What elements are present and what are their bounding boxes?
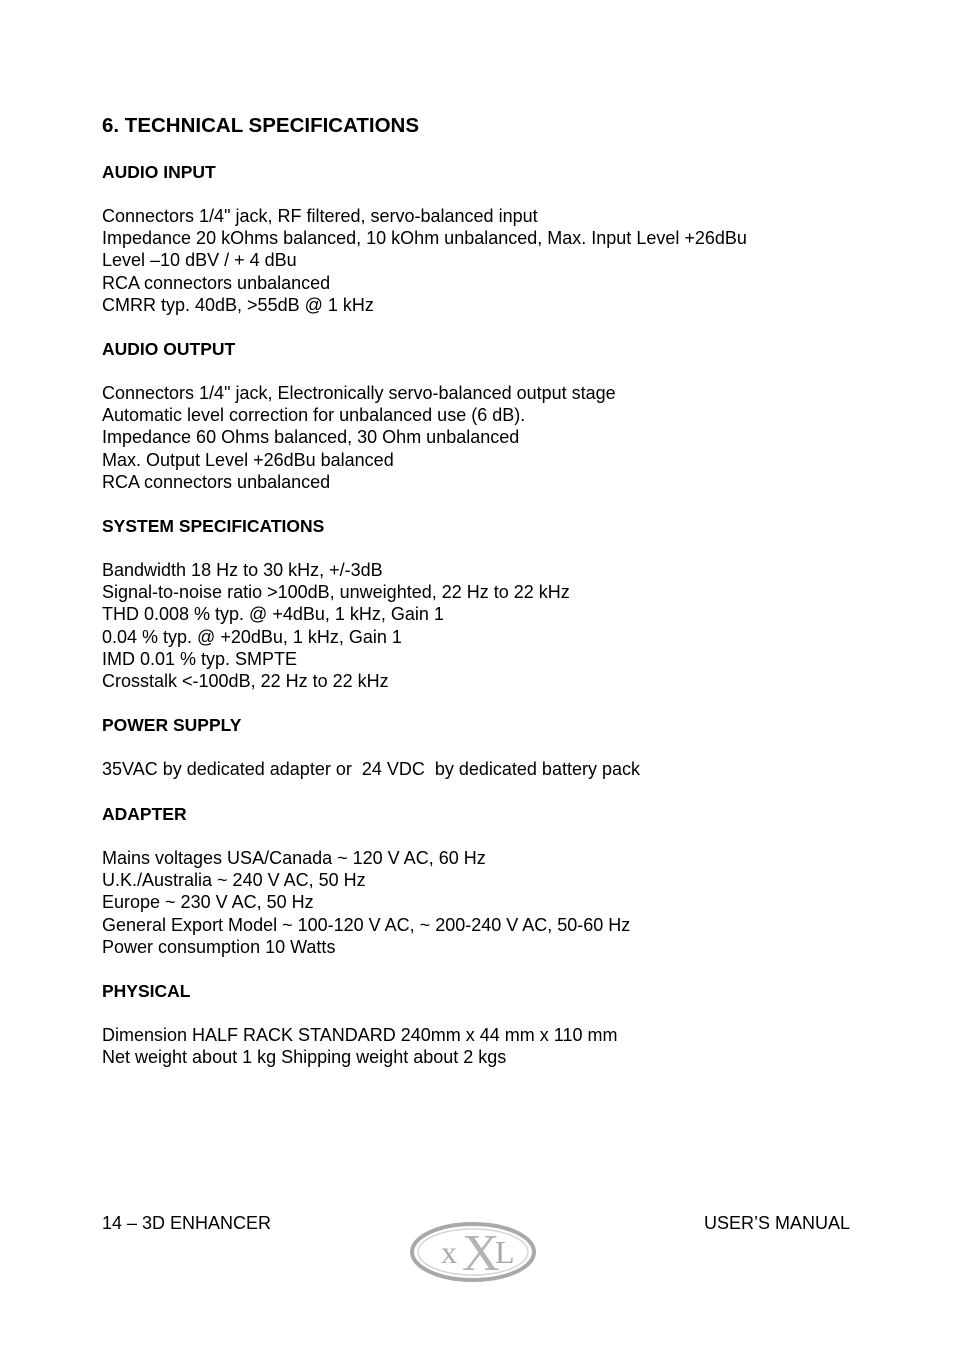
spec-list [102, 758, 862, 780]
spec-line: 0.04 % typ. @ +20dBu, 1 kHz, Gain 1 [102, 626, 402, 647]
spec-line: Dimension HALF RACK STANDARD 240mm x 44 mm x 110 mm [102, 1025, 618, 1045]
footer-manual-label: USER’S MANUAL [703, 1213, 850, 1233]
spec-line: Bandwidth 18 Hz to 30 kHz, +/-3dB [102, 560, 383, 580]
spec-line: Mains voltages USA/Canada ~ 120 V AC, 60 Hz [102, 848, 486, 868]
spec-list [102, 1024, 862, 1068]
section-heading: POWER SUPPLY [102, 715, 242, 735]
spec-line: CMRR typ. 40dB, >55dB @ 1 kHz [102, 294, 374, 315]
spec-line: Connectors 1/4" jack, Electronically servo-balanced output stage [102, 383, 616, 403]
spec-line: General Export Model ~ 100-120 V AC, ~ 200-240 V AC, 50-60 Hz [102, 914, 631, 935]
spec-line: THD 0.008 % typ. @ +4dBu, 1 kHz, Gain 1 [102, 604, 444, 625]
spec-line: IMD 0.01 % typ. SMPTE [102, 648, 298, 669]
svg-text:L: L [495, 1234, 515, 1270]
spec-line: Europe ~ 230 V AC, 50 Hz [102, 892, 314, 913]
spec-line: Connectors 1/4" jack, RF filtered, servo-balanced input [102, 206, 538, 226]
section-heading: PHYSICAL [102, 981, 191, 1001]
section-power-supply [102, 714, 862, 780]
svg-text:x: x [441, 1234, 457, 1270]
spec-line: Crosstalk <-100dB, 22 Hz to 22 kHz [102, 671, 389, 692]
section-physical [102, 980, 862, 1068]
svg-text:X: X [462, 1225, 500, 1282]
spec-line: Power consumption 10 Watts [102, 936, 336, 957]
spec-list [102, 847, 862, 958]
spec-list [102, 205, 862, 316]
section-audio-input [102, 161, 862, 316]
section-heading: AUDIO INPUT [102, 162, 216, 182]
spec-line: RCA connectors unbalanced [102, 471, 331, 492]
spec-list [102, 559, 862, 692]
xxl-logo-icon [408, 1218, 538, 1284]
spec-line: Impedance 60 Ohms balanced, 30 Ohm unbalanced [102, 427, 520, 448]
spec-line: Max. Output Level +26dBu balanced [102, 449, 394, 470]
spec-line: Impedance 20 kOhms balanced, 10 kOhm unbalanced, Max. Input Level +26dBu [102, 228, 747, 249]
spec-line: 35VAC by dedicated adapter or 24 VDC by dedicated battery pack [102, 759, 640, 779]
spec-line: Level –10 dBV / + 4 dBu [102, 250, 297, 271]
spec-line: Automatic level correction for unbalanced use (6 dB). [102, 405, 526, 426]
spec-line: RCA connectors unbalanced [102, 272, 331, 293]
section-audio-output [102, 338, 862, 493]
section-heading: ADAPTER [102, 804, 187, 824]
section-adapter [102, 803, 862, 958]
footer-page-label: 14 – 3D ENHANCER [102, 1213, 272, 1233]
spec-line: Signal-to-noise ratio >100dB, unweighted, 22 Hz to 22 kHz [102, 582, 570, 603]
spec-line: Net weight about 1 kg Shipping weight about 2 kgs [102, 1047, 507, 1068]
section-system-specifications [102, 515, 862, 692]
page-title: 6. TECHNICAL SPECIFICATIONS [102, 114, 420, 137]
section-heading: SYSTEM SPECIFICATIONS [102, 516, 325, 536]
spec-list [102, 382, 862, 493]
section-heading: AUDIO OUTPUT [102, 339, 236, 359]
spec-line: U.K./Australia ~ 240 V AC, 50 Hz [102, 870, 366, 891]
